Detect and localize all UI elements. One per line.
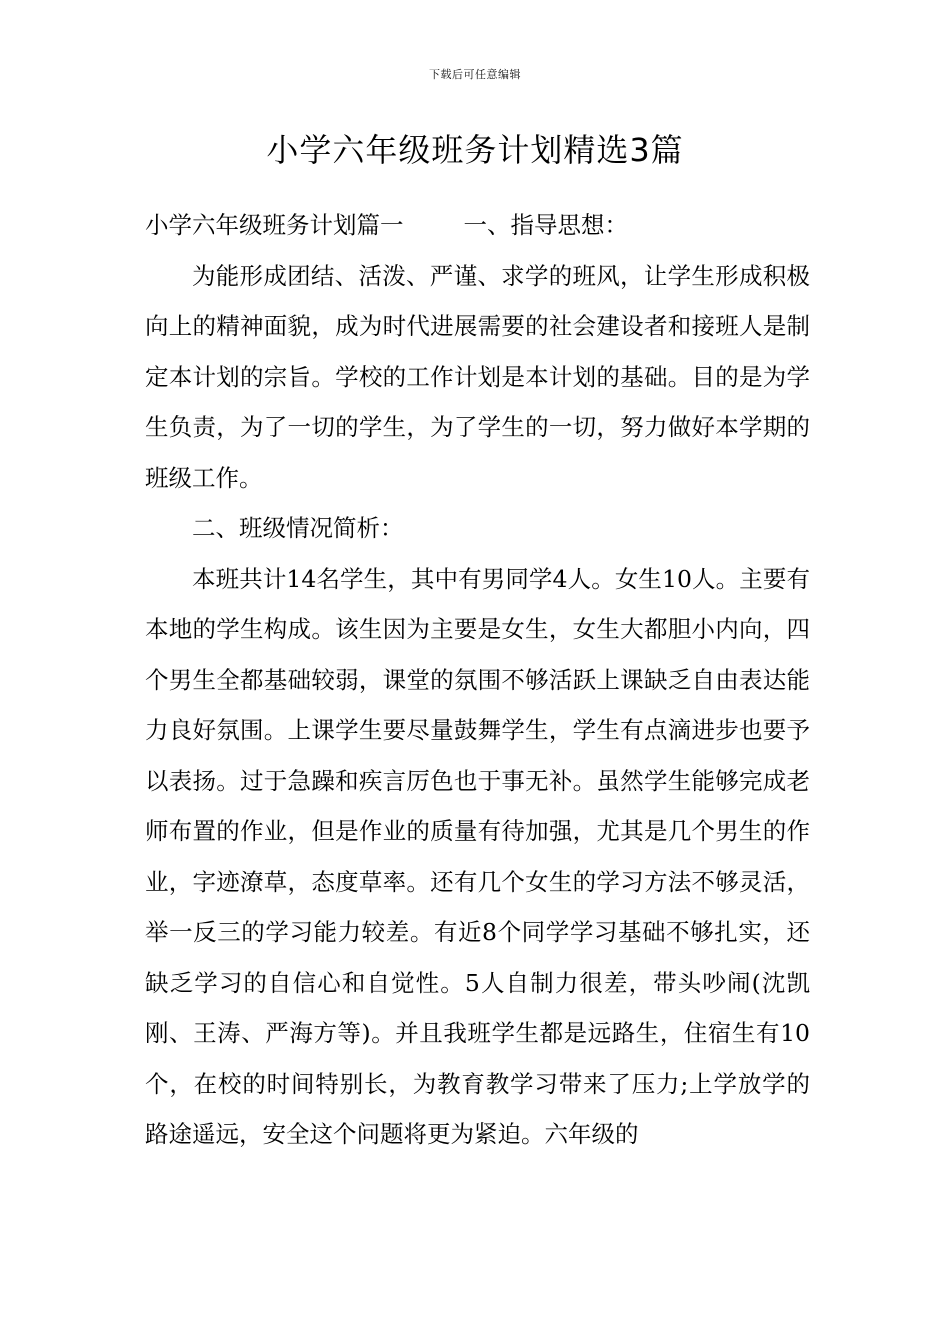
- section-heading-class-analysis: 二、班级情况简析：: [192, 514, 404, 542]
- paragraph-class-analysis: 本班共计14名学生，其中有男同学4人。女生10人。主要有本地的学生构成。该生因为主要是女生，女生大都胆小内向，四个男生全都基础较弱，课堂的氛围不够活跃上课缺乏自由表达能力良好氛围。上课学生要尽量鼓舞学生，学生有点滴进步也要予以表扬。过于急躁和疾言厉色也于事无补。虽然学生能够完成老师布置的作业，但是作业的质量有待加强，尤其是几个男生的作业，字迹潦草，态度草率。还有几个女生的学习方法不够灵活，举一反三的学习能力较差。有近8个同学学习基础不够扎实，还缺乏学习的自信心和自觉性。5人自制力很差，带头吵闹(沈凯刚、王涛、严海方等)。并且我班学生都是远路生，住宿生有10个，在校的时间特别长，为教育教学习带来了压力;上学放学的路途遥远，安全这个问题将更为紧迫。六年级的: [145, 564, 810, 1148]
- paragraph-guiding-thought: 为能形成团结、活泼、严谨、求学的班风，让学生形成积极向上的精神面貌，成为时代进展需要的社会建设者和接班人是制定本计划的宗旨。学校的工作计划是本计划的基础。目的是为学生负责，为了一切的学生，为了学生的一切，努力做好本学期的班级工作。: [145, 261, 810, 492]
- document-body: [145, 200, 810, 1160]
- part-label: 小学六年级班务计划篇一: [145, 211, 404, 239]
- intro-line: [145, 200, 810, 251]
- document-title: 小学六年级班务计划精选3篇: [266, 131, 684, 169]
- section-heading-guiding-thought: 一、指导思想：: [463, 211, 628, 239]
- header-note: 下载后可任意编辑: [429, 68, 521, 81]
